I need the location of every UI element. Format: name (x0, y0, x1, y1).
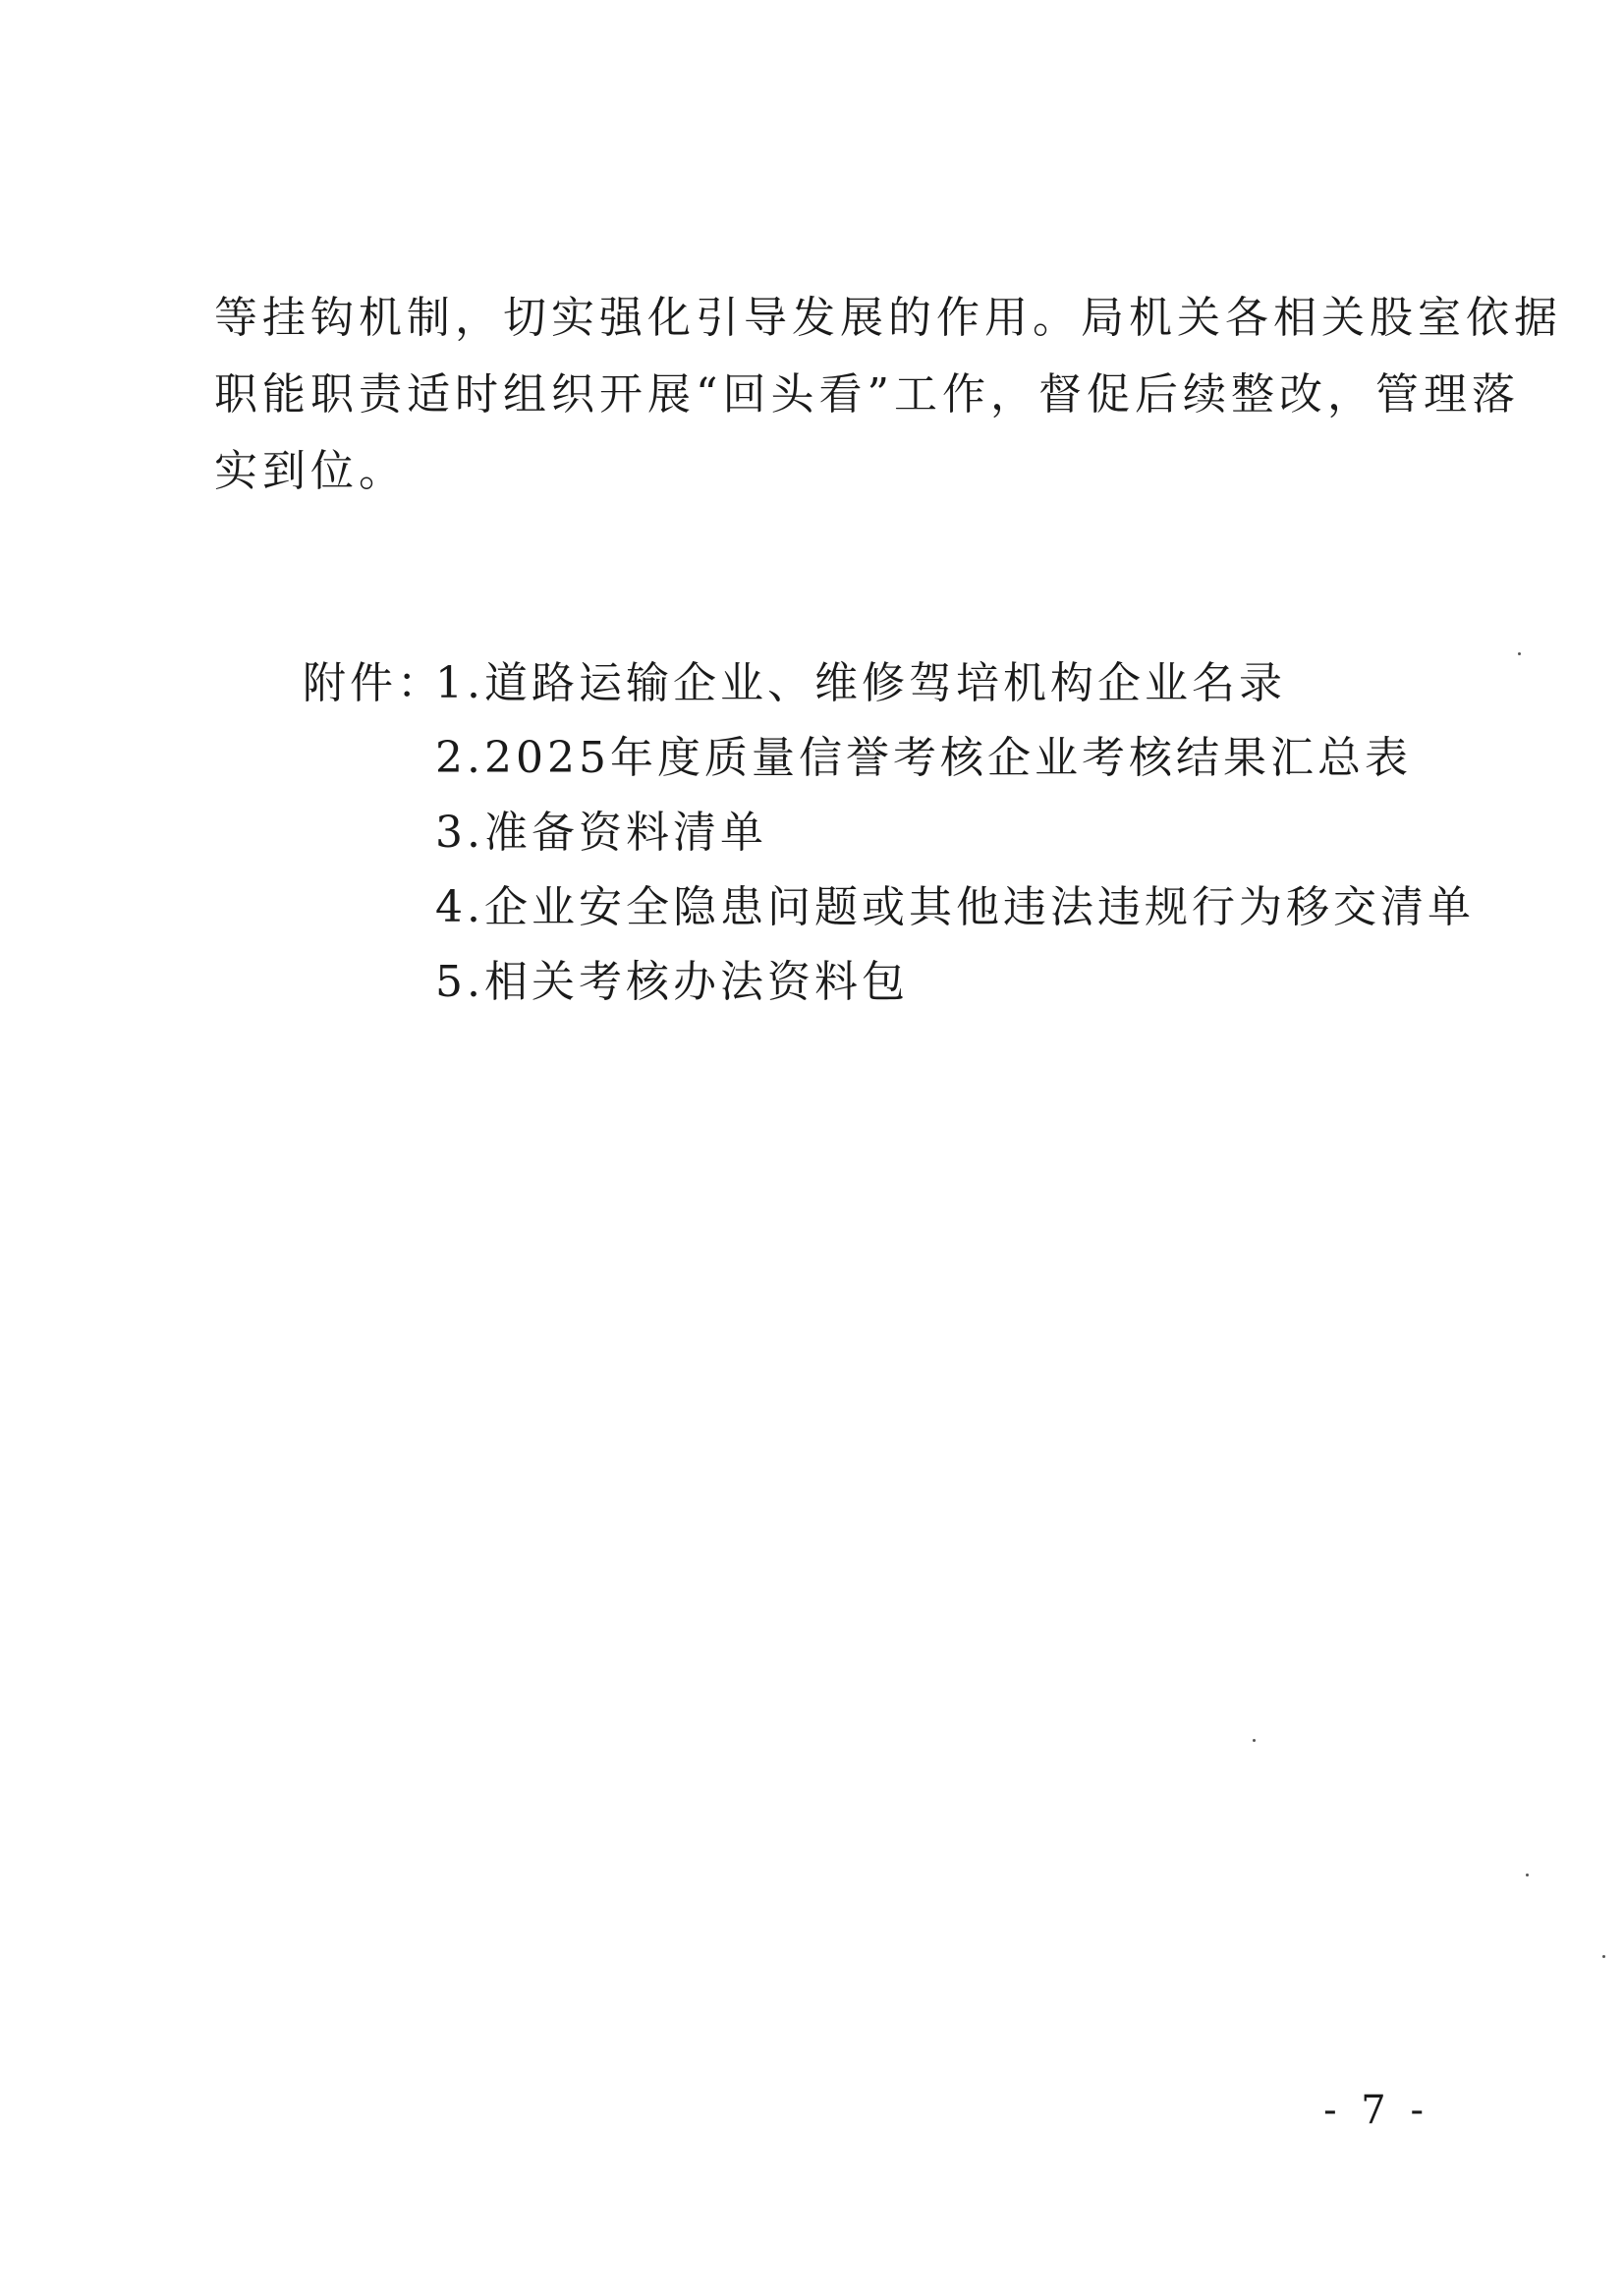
attachments-list (303, 646, 1521, 1020)
scan-speck (1518, 652, 1521, 655)
attachments-label-spacer (303, 796, 435, 870)
attachment-row (303, 646, 1521, 721)
attachment-row (303, 945, 1521, 1020)
attachment-row (303, 870, 1521, 945)
attachments-label-spacer (303, 945, 435, 1020)
paragraph-line: 职能职责适时组织开展“回头看”工作，督促后续整改，管理落 (214, 369, 1520, 420)
attachment-row (303, 721, 1521, 796)
attachment-item: 4.企业安全隐患问题或其他违法违规行为移交清单 (435, 882, 1475, 932)
attachment-item: 1.道路运输企业、维修驾培机构企业名录 (435, 658, 1286, 708)
attachment-item: 2.2025年度质量信誉考核企业考核结果汇总表 (435, 733, 1412, 783)
page-number: - 7 - (1323, 2088, 1429, 2133)
scan-speck (1602, 1955, 1605, 1958)
paragraph-line: 等挂钩机制，切实强化引导发展的作用。局机关各相关股室依据 (214, 293, 1562, 343)
attachment-item: 5.相关考核办法资料包 (435, 957, 909, 1007)
scan-speck (1253, 1739, 1256, 1742)
attachment-row (303, 796, 1521, 870)
attachments-label-spacer (303, 870, 435, 945)
body-paragraph (214, 280, 1562, 510)
attachments-label: 附件： (303, 658, 444, 708)
attachment-item: 3.准备资料清单 (435, 808, 767, 858)
paragraph-line: 实到位。 (214, 446, 407, 496)
scan-speck (1526, 1874, 1529, 1876)
attachments-label-spacer (303, 721, 435, 796)
